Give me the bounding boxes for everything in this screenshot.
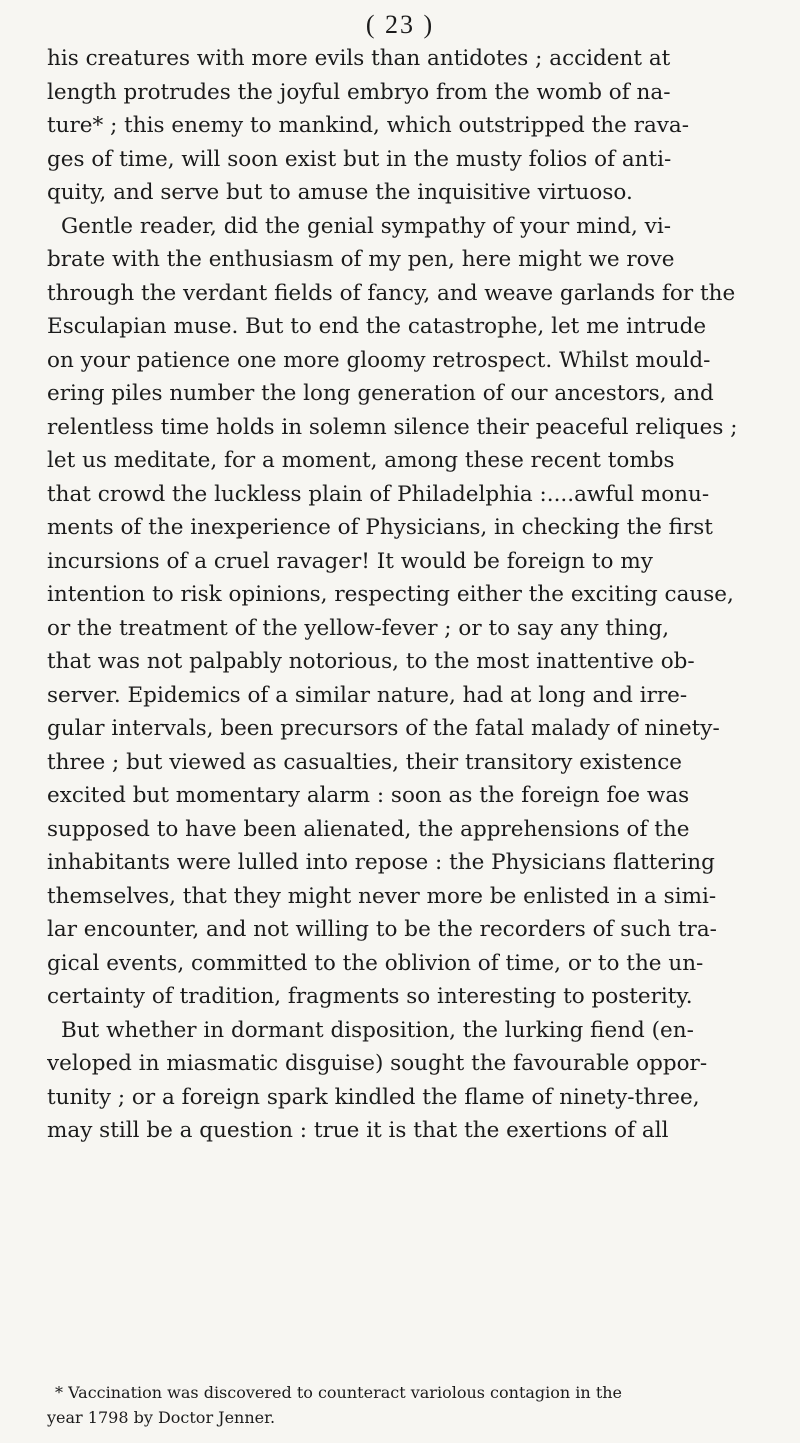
text-line: Esculapian muse. But to end the catastrophe, let me intrude <box>47 314 707 339</box>
text-line: three ; but viewed as casualties, their transitory existence <box>47 749 683 775</box>
page-number: ( 23 ) <box>365 10 435 39</box>
text-line: his creatures with more evils than antidotes ; accident at <box>47 46 671 71</box>
footnote-line: year 1798 by Doctor Jenner. <box>47 1408 276 1427</box>
body-text <box>47 42 763 1148</box>
text-line: or the treatment of the yellow-fever ; or to say any thing, <box>47 615 670 641</box>
text-line: brate with the enthusiasm of my pen, here might we rove <box>47 247 675 272</box>
text-line: ments of the inexperience of Physicians, in checking the first <box>47 515 713 540</box>
text-line: ture* ; this enemy to mankind, which outstripped the rava- <box>47 113 690 138</box>
text-line: incursions of a cruel ravager! It would be foreign to my <box>47 548 653 574</box>
text-line: inhabitants were lulled into repose : the Physicians flattering <box>47 850 715 875</box>
text-line: through the verdant fields of fancy, and weave garlands for the <box>47 280 736 306</box>
text-line: excited but momentary alarm : soon as the foreign foe was <box>47 783 690 808</box>
text-line: gical events, committed to the oblivion of time, or to the un- <box>47 950 704 976</box>
text-line: length protrudes the joyful embryo from the womb of na- <box>47 79 671 105</box>
text-line: ges of time, will soon exist but in the musty folios of anti- <box>47 146 672 172</box>
text-line: intention to risk opinions, respecting either the exciting cause, <box>47 582 734 607</box>
text-line: themselves, that they might never more be enlisted in a simi- <box>47 883 717 909</box>
footnote-line: * Vaccination was discovered to counteract variolous contagion in the <box>55 1383 623 1402</box>
text-line: ering piles number the long generation of our ancestors, and <box>47 381 714 406</box>
text-line: But whether in dormant disposition, the lurking fiend (en- <box>61 1017 694 1043</box>
text-line: relentless time holds in solemn silence their peaceful reliques ; <box>47 414 738 440</box>
text-line: quity, and serve but to amuse the inquisitive virtuoso. <box>47 180 633 205</box>
text-line: server. Epidemics of a similar nature, had at long and irre- <box>47 682 688 708</box>
text-line: lar encounter, and not willing to be the recorders of such tra- <box>47 917 717 942</box>
text-line: supposed to have been alienated, the apprehensions of the <box>47 816 690 842</box>
text-line: certainty of tradition, fragments so interesting to posterity. <box>47 984 693 1009</box>
text-line: gular intervals, been precursors of the fatal malady of ninety- <box>47 716 720 741</box>
text-line: let us meditate, for a moment, among these recent tombs <box>47 448 675 473</box>
footnote <box>47 1380 763 1430</box>
text-line: that was not palpably notorious, to the most inattentive ob- <box>47 649 695 674</box>
text-line: veloped in miasmatic disguise) sought the favourable oppor- <box>47 1051 708 1076</box>
text-line: that crowd the luckless plain of Philadelphia :....awful monu- <box>47 481 710 507</box>
text-line: may still be a question : true it is that the exertions of all <box>47 1118 669 1143</box>
text-line: on your patience one more gloomy retrospect. Whilst mould- <box>47 347 711 373</box>
text-line: Gentle reader, did the genial sympathy of your mind, vi- <box>61 213 671 239</box>
text-line: tunity ; or a foreign spark kindled the flame of ninety-three, <box>47 1084 700 1110</box>
